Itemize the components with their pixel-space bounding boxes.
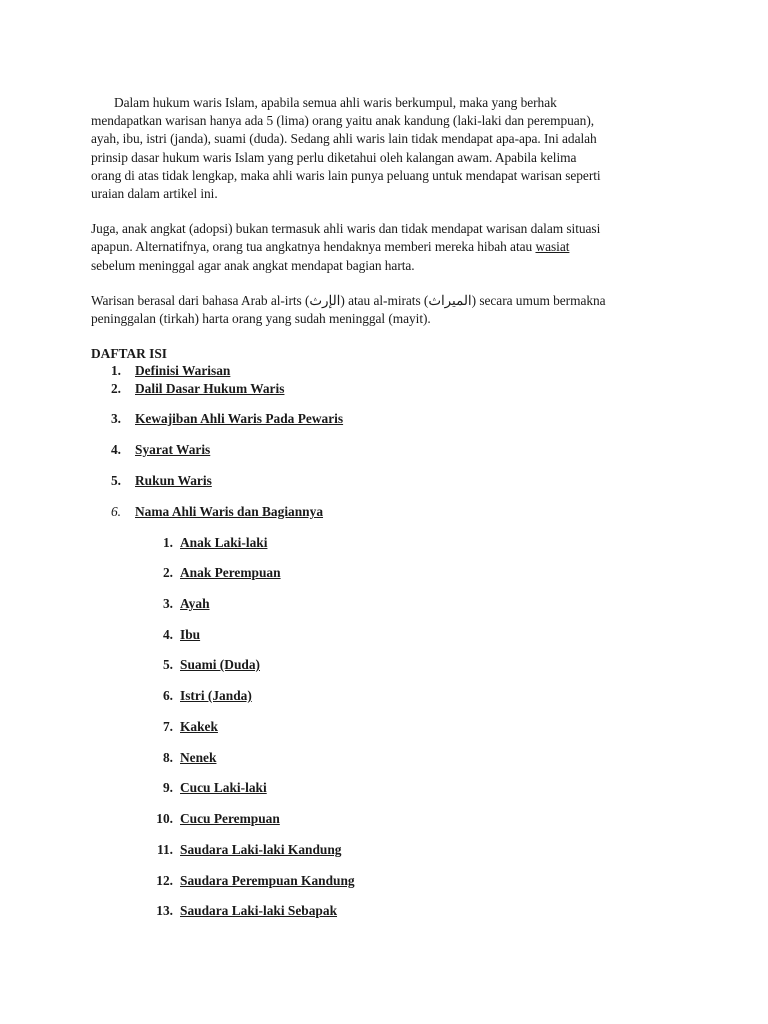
definition-text-c: ) secara umum bermakna <box>471 292 606 308</box>
intro-line-4: prinsip dasar hukum waris Islam yang perlu diketahui oleh kalangan awam. Apabila kelima <box>91 149 577 165</box>
toc-item-6[interactable] <box>91 503 323 521</box>
toc-subitem-number: 1. <box>162 535 173 550</box>
toc-item-link[interactable]: Syarat Waris <box>135 442 211 457</box>
toc-subitem-link[interactable]: Kakek <box>180 719 218 734</box>
intro-line-3: ayah, ibu, istri (janda), suami (duda). Sedang ahli waris lain tidak mendapat apa-apa. Ini adalah <box>91 131 597 147</box>
toc-item-3[interactable] <box>91 410 343 428</box>
toc-subitem-10[interactable] <box>136 810 280 828</box>
toc-subitem-link[interactable]: Anak Laki-laki <box>180 535 268 550</box>
toc-subitem-6[interactable] <box>136 687 252 705</box>
intro-line-5: orang di atas tidak lengkap, maka ahli waris lain punya peluang untuk mendapat warisan seperti <box>91 167 601 183</box>
toc-subitem-number: 13. <box>156 903 173 918</box>
adoption-line-1: Juga, anak angkat (adopsi) bukan termasuk ahli waris dan tidak mendapat warisan dalam situasi <box>91 221 601 237</box>
toc-subitem-number: 8. <box>162 750 173 765</box>
definition-line-1 <box>91 292 681 310</box>
arabic-al-irts: الإرث <box>309 292 341 308</box>
toc-subitem-link[interactable]: Nenek <box>180 750 217 765</box>
toc-subitem-7[interactable] <box>136 718 218 736</box>
toc-subitem-number: 10. <box>156 811 173 826</box>
toc-subitem-number: 6. <box>162 688 173 703</box>
document-page <box>91 94 681 345</box>
toc-subitem-number: 4. <box>162 627 173 642</box>
toc-subitem-number: 5. <box>162 657 173 672</box>
toc-subitem-link[interactable]: Saudara Laki-laki Sebapak <box>180 903 338 918</box>
toc-item-5[interactable] <box>91 472 212 490</box>
toc-subitem-link[interactable]: Istri (Janda) <box>180 688 252 703</box>
toc-item-link[interactable]: Definisi Warisan <box>135 363 231 378</box>
toc-item-link[interactable]: Dalil Dasar Hukum Waris <box>135 381 285 396</box>
toc-item-number: 3. <box>110 411 121 426</box>
toc-subitem-number: 2. <box>162 565 173 580</box>
toc-item-number: 4. <box>110 442 121 457</box>
toc-subitem-number: 11. <box>157 842 173 857</box>
toc-subitem-1[interactable] <box>136 534 267 552</box>
toc-subitem-5[interactable] <box>136 656 260 674</box>
definition-text-a: Warisan berasal dari bahasa Arab al-irts ( <box>91 292 310 308</box>
definition-line-2: peninggalan (tirkah) harta orang yang sudah meninggal (mayit). <box>91 311 431 327</box>
adoption-line-2-text: apapun. Alternatifnya, orang tua angkatnya hendaknya memberi mereka hibah atau <box>91 239 533 255</box>
toc-subitem-link[interactable]: Anak Perempuan <box>180 565 281 580</box>
toc-subitem-link[interactable]: Cucu Laki-laki <box>180 780 267 795</box>
toc-item-number: 6. <box>110 504 121 519</box>
toc-subitem-link[interactable]: Saudara Laki-laki Kandung <box>180 842 342 857</box>
intro-line-2: mendapatkan warisan hanya ada 5 (lima) orang yaitu anak kandung (laki-laki dan perempuan), <box>91 113 595 129</box>
toc-subitem-link[interactable]: Saudara Perempuan Kandung <box>180 873 355 888</box>
toc-item-2[interactable] <box>91 380 284 398</box>
toc-item-link[interactable]: Nama Ahli Waris dan Bagiannya <box>135 504 324 519</box>
toc-subitem-4[interactable] <box>136 626 200 644</box>
toc-subitem-link[interactable]: Ayah <box>180 596 210 611</box>
toc-subitem-number: 9. <box>162 780 173 795</box>
toc-item-4[interactable] <box>91 441 210 459</box>
toc-subitem-2[interactable] <box>136 564 281 582</box>
toc-item-link[interactable]: Rukun Waris <box>135 473 212 488</box>
toc-item-number: 2. <box>110 381 121 396</box>
toc-subitem-8[interactable] <box>136 749 216 767</box>
definition-paragraph <box>91 292 681 328</box>
toc-subitem-link[interactable]: Cucu Perempuan <box>180 811 280 826</box>
toc-subitem-number: 7. <box>162 719 173 734</box>
adoption-line-3: sebelum meninggal agar anak angkat mendapat bagian harta. <box>91 257 415 273</box>
wasiat-link[interactable]: wasiat <box>535 239 570 255</box>
toc-subitem-3[interactable] <box>136 595 210 613</box>
toc-subitem-11[interactable] <box>136 841 342 859</box>
intro-paragraph <box>91 94 681 203</box>
intro-line-6: uraian dalam artikel ini. <box>91 186 218 202</box>
adoption-paragraph <box>91 220 681 275</box>
arabic-al-mirats: الميراث <box>428 292 472 308</box>
toc-item-number: 5. <box>110 473 121 488</box>
toc-subitem-number: 3. <box>162 596 173 611</box>
toc-subitem-link[interactable]: Suami (Duda) <box>180 657 260 672</box>
toc-item-1[interactable] <box>91 362 230 380</box>
toc-subitem-12[interactable] <box>136 872 355 890</box>
toc-item-link[interactable]: Kewajiban Ahli Waris Pada Pewaris <box>135 411 344 426</box>
toc-subitem-9[interactable] <box>136 779 267 797</box>
toc-subitem-13[interactable] <box>136 902 337 920</box>
toc-item-number: 1. <box>110 363 121 378</box>
adoption-line-2 <box>91 238 681 256</box>
toc-subitem-number: 12. <box>156 873 173 888</box>
intro-line-1: Dalam hukum waris Islam, apabila semua ahli waris berkumpul, maka yang berhak <box>114 95 557 110</box>
toc-title: DAFTAR ISI <box>91 346 168 361</box>
toc-subitem-link[interactable]: Ibu <box>180 627 201 642</box>
definition-text-b: ) atau al-mirats ( <box>340 292 429 308</box>
